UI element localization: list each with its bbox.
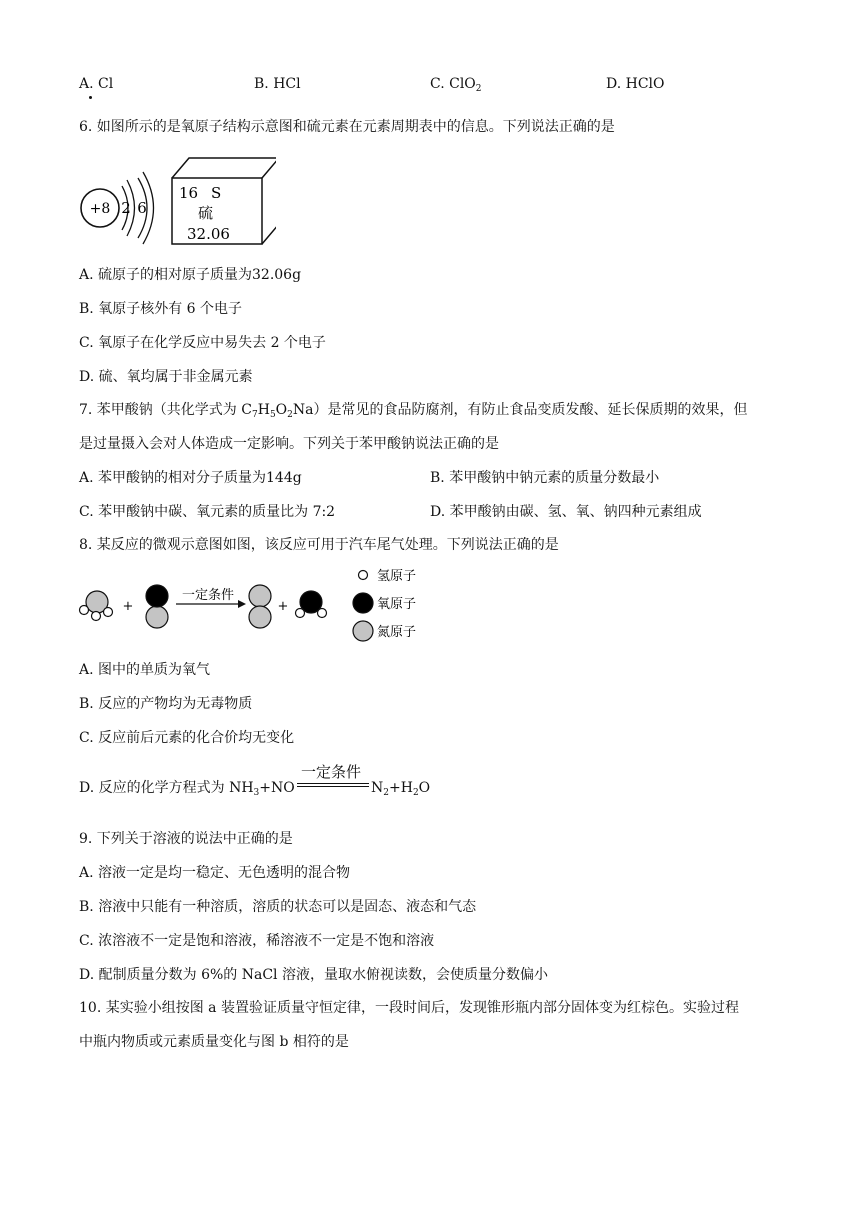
- ammonia-molecule: [80, 591, 113, 621]
- q9-option-b: B. 溶液中只能有一种溶质，溶质的状态可以是固态、液态和气态: [79, 899, 477, 915]
- q7-option-d: D. 苯甲酸钠由碳、氢、氧、钠四种元素组成: [430, 504, 702, 520]
- q7-option-c: C. 苯甲酸钠中碳、氧元素的质量比为 7:2: [79, 504, 336, 520]
- q8-option-b: B. 反应的产物均为无毒物质: [79, 696, 253, 712]
- sulfur-element-cell: [172, 158, 276, 244]
- reaction-condition: 一定条件: [181, 588, 235, 603]
- q8-option-d: [79, 762, 499, 804]
- q5-option-c: C. ClO$_2$: [430, 76, 482, 94]
- shell-1-electrons: 2: [121, 199, 131, 217]
- legend-hydrogen: 氢原子: [377, 569, 417, 584]
- q6-option-a: A. 硫原子的相对原子质量为32.06g: [79, 267, 302, 283]
- q7-stem-line1: 7. 苯甲酸钠（共化学式为 $C_7H_5O_2Na$）是常见的食品防腐剂，有防止食品变质发酸、延长保质期的效果，但: [79, 402, 748, 420]
- equation-condition: 一定条件: [301, 763, 362, 781]
- shell-2-electrons: 6: [137, 199, 147, 217]
- atom-nucleus-charge: +8: [89, 201, 111, 217]
- q8-reaction-diagram: [76, 562, 436, 644]
- q5-option-d: D. HClO: [606, 76, 665, 92]
- q6-figure: [76, 150, 276, 250]
- q8-option-c: C. 反应前后元素的化合价均无变化: [79, 730, 295, 746]
- oxygen-atom-diagram: [81, 172, 154, 244]
- q7-option-a: A. 苯甲酸钠的相对分子质量为144g: [79, 470, 302, 486]
- q6-stem: 6. 如图所示的是氧原子结构示意图和硫元素在元素周期表中的信息。下列说法正确的是: [79, 119, 615, 135]
- q7-stem-line2: 是过量摄入会对人体造成一定影响。下列关于苯甲酸钠说法正确的是: [79, 436, 499, 452]
- q6-option-b: B. 氧原子核外有 6 个电子: [79, 301, 242, 317]
- atom-legend: [353, 569, 416, 641]
- arrow-head-icon: [238, 600, 246, 608]
- emphasis-dot: [89, 96, 92, 99]
- q7-option-b: B. 苯甲酸钠中钠元素的质量分数最小: [430, 470, 660, 486]
- q9-option-a: A. 溶液一定是均一稳定、无色透明的混合物: [79, 865, 351, 881]
- equation-double-line-top: [297, 783, 369, 784]
- q8-option-d-left: D. 反应的化学方程式为 $NH_3+NO$: [79, 780, 295, 798]
- q8-stem: 8. 某反应的微观示意图如图，该反应可用于汽车尾气处理。下列说法正确的是: [79, 537, 559, 553]
- q5-option-a: A. Cl: [79, 76, 114, 92]
- equation-double-line-bottom: [297, 786, 369, 787]
- q9-option-d: D. 配制质量分数为 6%的 NaCl 溶液，量取水俯视读数，会使质量分数偏小: [79, 967, 548, 983]
- q9-option-c: C. 浓溶液不一定是饱和溶液，稀溶液不一定是不饱和溶液: [79, 933, 435, 949]
- q8-option-a: A. 图中的单质为氧气: [79, 662, 211, 678]
- q5-option-b: B. HCl: [254, 76, 301, 92]
- q10-stem-line1: 10. 某实验小组按图 a 装置验证质量守恒定律，一段时间后，发现锥形瓶内部分固体变为红棕色。实验过程: [79, 1000, 739, 1016]
- q9-stem: 9. 下列关于溶液的说法中正确的是: [79, 831, 293, 847]
- legend-oxygen: 氧原子: [377, 597, 417, 612]
- nitric-oxide-molecule: [146, 585, 168, 628]
- q6-option-c: C. 氧原子在化学反应中易失去 2 个电子: [79, 335, 326, 351]
- q8-option-d-right: $N_2+H_2O$: [371, 780, 431, 798]
- legend-nitrogen: 氮原子: [377, 625, 417, 640]
- plus-sign: +: [277, 599, 289, 614]
- element-symbol: S: [211, 184, 222, 202]
- q6-option-d: D. 硫、氧均属于非金属元素: [79, 369, 253, 385]
- nitrogen-molecule: [249, 585, 271, 628]
- element-name: 硫: [198, 204, 214, 222]
- q10-stem-line2: 中瓶内物质或元素质量变化与图 b 相符的是: [79, 1034, 349, 1050]
- water-molecule: [296, 591, 327, 618]
- atomic-mass: 32.06: [187, 225, 230, 243]
- plus-sign: +: [122, 599, 134, 614]
- atomic-number: 16: [179, 184, 199, 202]
